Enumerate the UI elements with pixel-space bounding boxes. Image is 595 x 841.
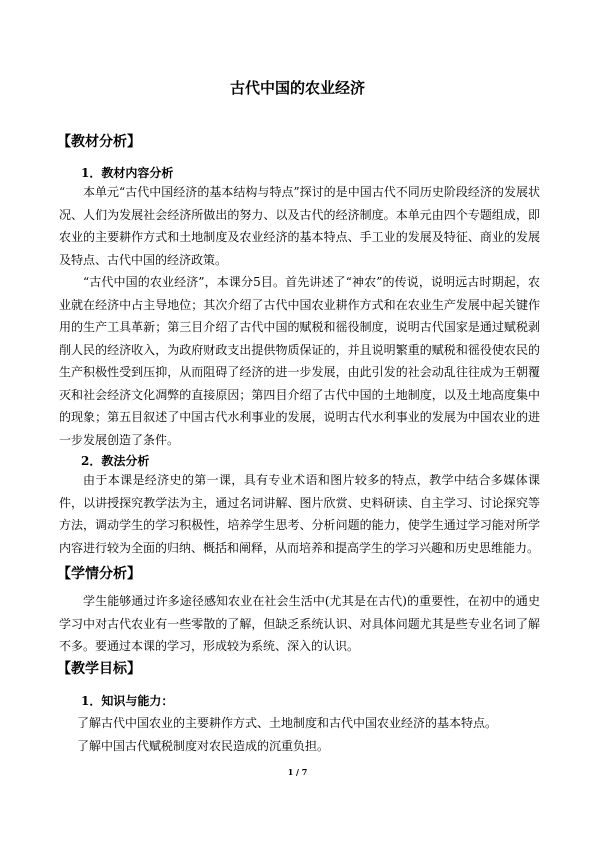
paragraph-unit-overview: 本单元“古代中国经济的基本结构与特点”探讨的是中国古代不同历史阶段经济的发展状况、人们为发展社会经济所做出的努力、以及古代的经济制度。本单元由四个专题组成，即农业的主要耕作方式和土地制度及农业经济的基本特点、手工业的发展及特征、商业的发展及特点、古代中国的经济政策。 <box>59 185 540 267</box>
subheading-knowledge-ability: 1．知识与能力： <box>81 694 174 708</box>
paragraph-method: 由于本课是经济史的第一课，具有专业术语和图片较多的特点，教学中结合多媒体课件，以讲授探究教学法为主，通过名词讲解、图片欣赏、史料研读、自主学习、讨论探究等方法，调动学生的学习积极性，培养学生思考、分析问题的能力，使学生通过学习能对所学内容进行较为全面的归纳、概括和阐释，从而培养和提高学生的学习兴趣和历史思维能力。 <box>59 473 540 555</box>
page-number: 1 / 7 <box>287 767 308 777</box>
goal-line-1: 了解古代中国农业的主要耕作方式、土地制度和古代中国农业经济的基本特点。 <box>77 716 498 730</box>
section-heading-student-analysis: 【学情分析】 <box>57 566 141 582</box>
paragraph-lesson-overview: “古代中国的农业经济”，本课分5目。首先讲述了“神农”的传说，说明远古时期起，农业就在经济中占主导地位；其次介绍了古代中国农业耕作方式和在农业生产发展中起关键作用的生产工具革新；第三目介绍了古代中国的赋税和徭役制度，说明古代国家是通过赋税剥削人民的经济收入，为政府财政支出提供物质保证的，并且说明繁重的赋税和徭役使农民的生产积极性受到压抑，从而阻碍了经济的进一步发展，由此引发的社会动乱往往成为王朝覆灭和社会经济文化凋弊的直接原因；第四目介绍了古代中国的土地制度，以及土地高度集中的现象；第五目叙述了中国古代水利事业的发展，说明古代水利事业的发展为中国农业的进一步发展创造了条件。 <box>59 275 540 447</box>
subheading-content-analysis: 1．教材内容分析 <box>81 166 174 180</box>
subheading-method-analysis: 2．教法分析 <box>81 454 150 468</box>
section-heading-teaching-goals: 【教学目标】 <box>57 661 141 677</box>
section-heading-textbook-analysis: 【教材分析】 <box>57 134 141 150</box>
page-title: 古代中国的农业经济 <box>229 79 365 97</box>
goal-line-2: 了解中国古代赋税制度对农民造成的沉重负担。 <box>77 739 330 753</box>
paragraph-student-analysis: 学生能够通过许多途径感知农业在社会生活中(尤其是在古代)的重要性，在初中的通史学习中对古代农业有一些零散的了解，但缺乏系统认识、对具体问题尤其是些专业名词了解不多。要通过本课的学习，形成较为系统、深入的认识。 <box>59 594 540 653</box>
